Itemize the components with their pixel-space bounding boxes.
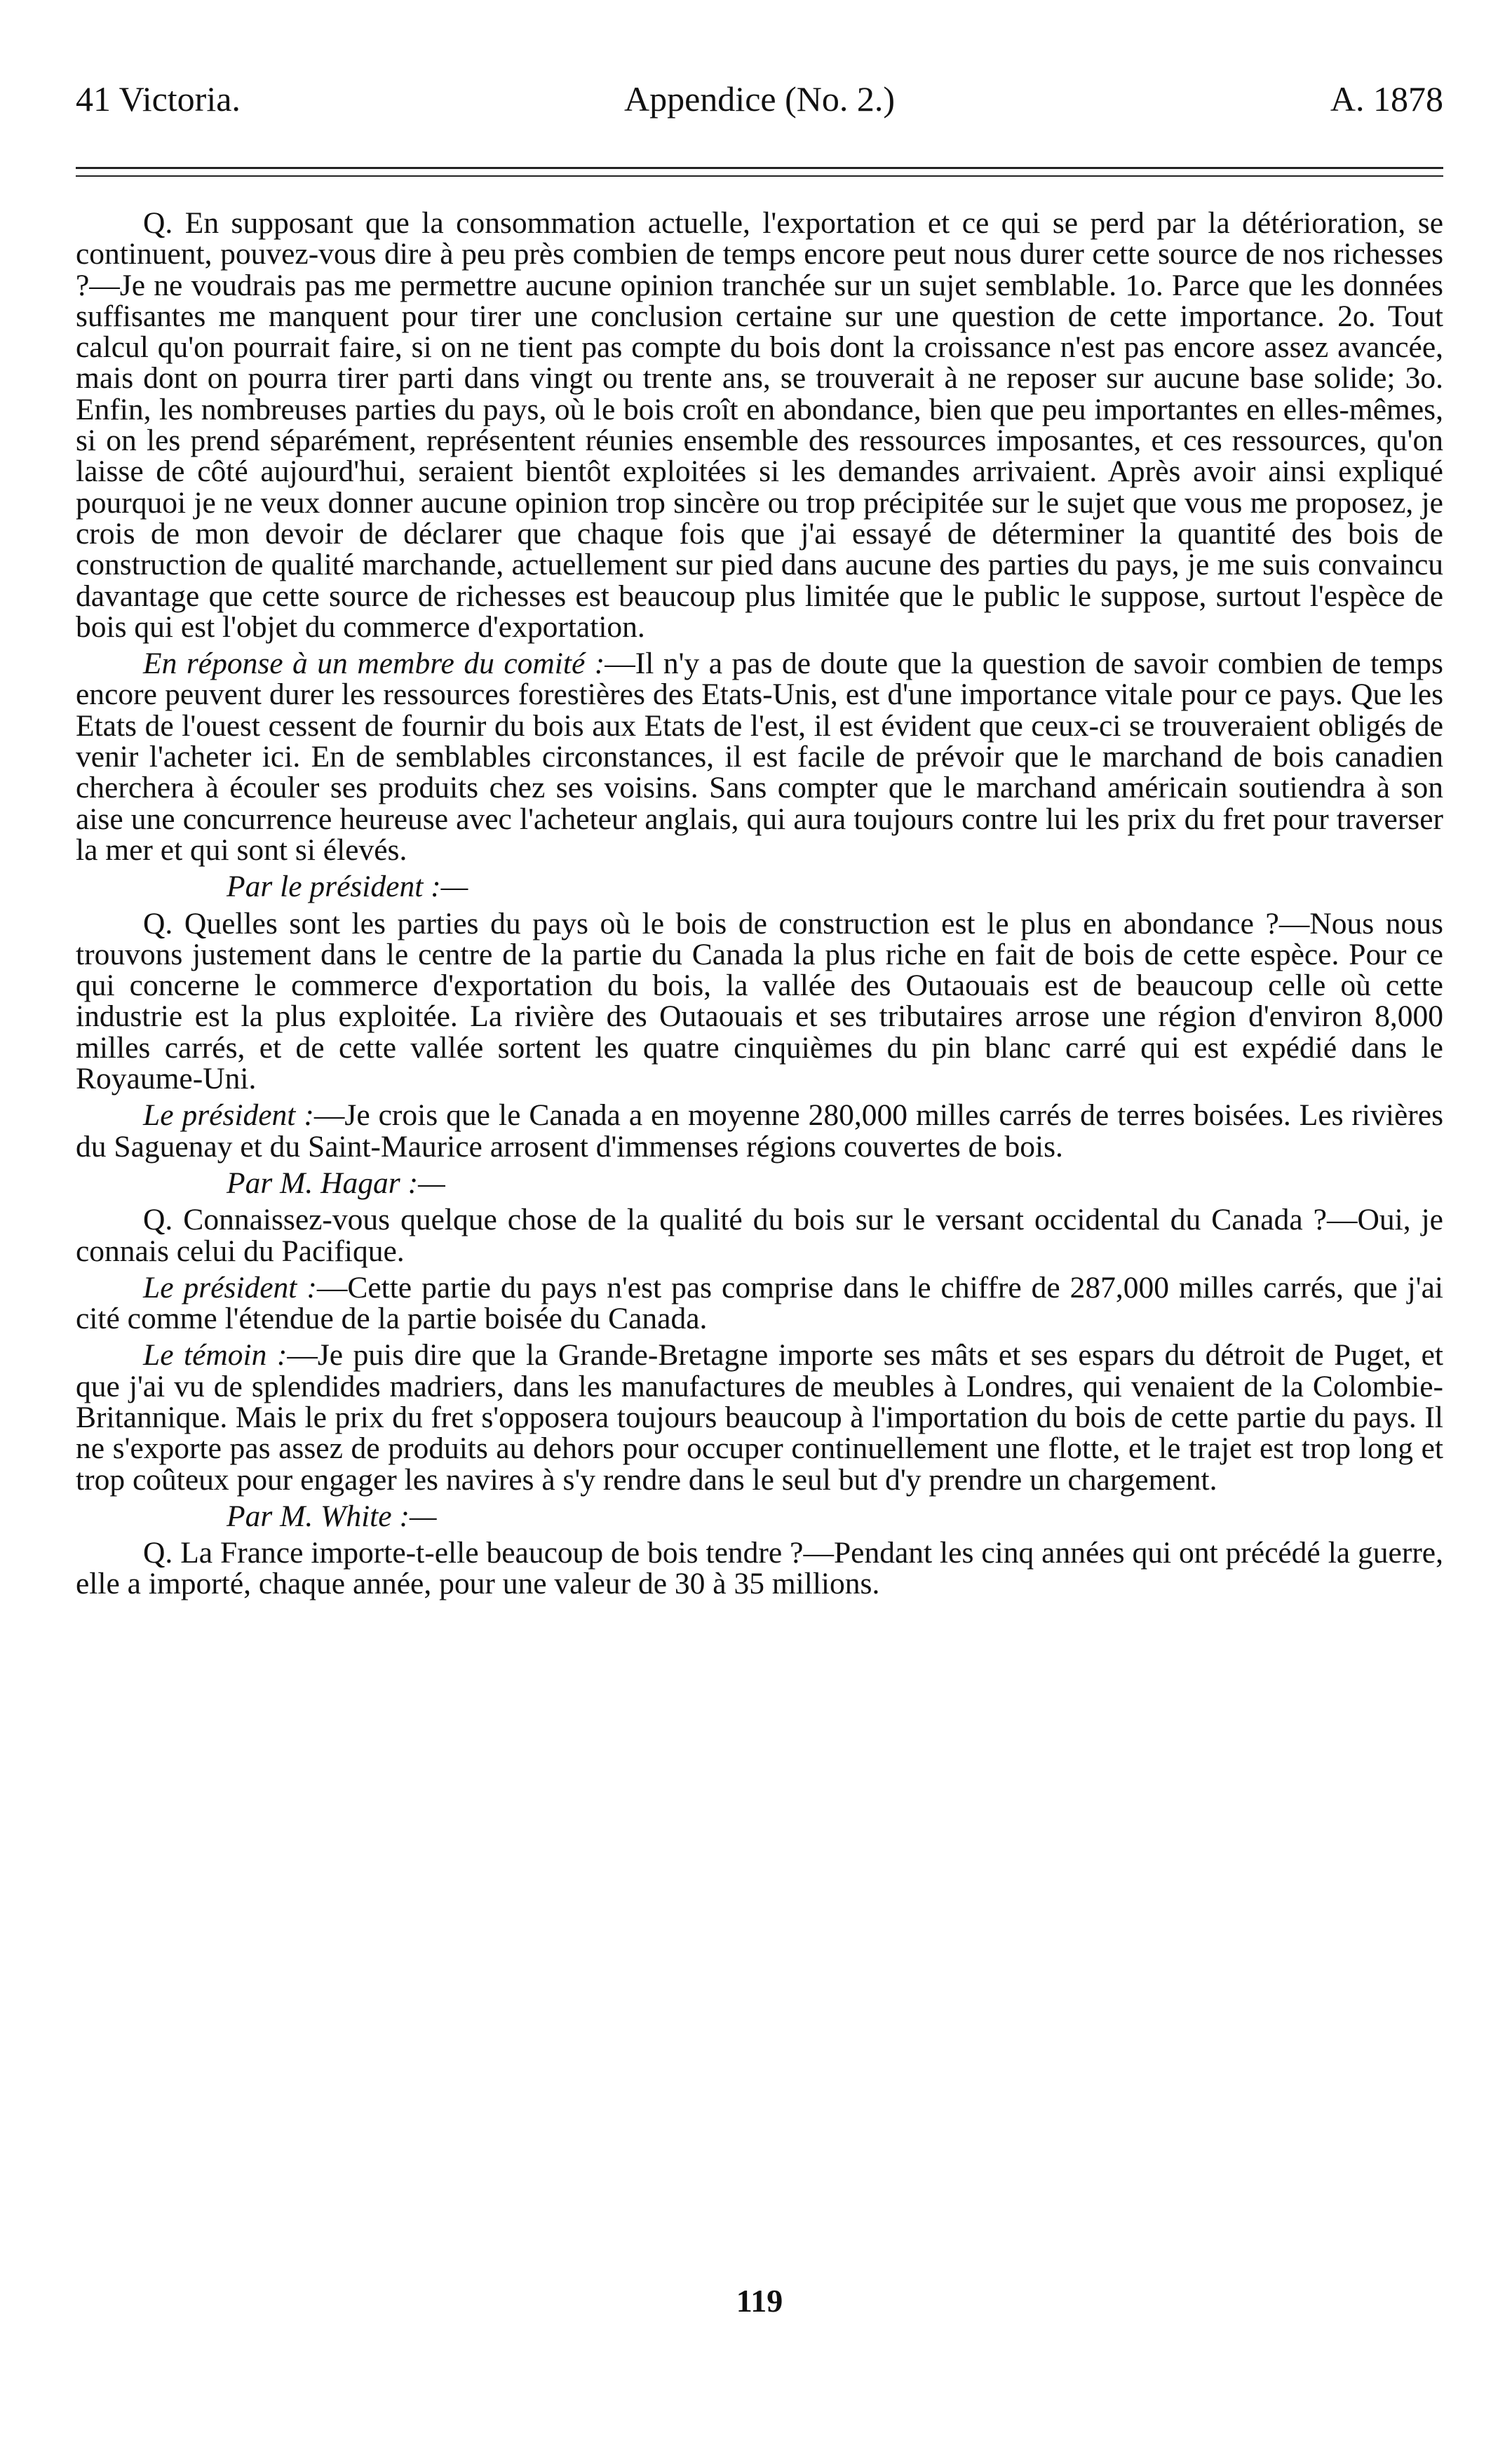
header-year: A. 1878 [1330,79,1443,119]
speaker-label: Le témoin : [143,1338,288,1373]
page-number: 119 [736,2283,783,2319]
running-header [76,79,1443,128]
paragraph-president-1 [76,1100,1443,1162]
paragraph-q-exportation [76,208,1443,642]
paragraph-q-france [76,1537,1443,1600]
header-rule-thin [76,175,1443,177]
paragraph-president-2 [76,1272,1443,1335]
speaker-label: Le président : [143,1098,314,1133]
paragraph-q-abondance [76,908,1443,1095]
paragraph-q-versant [76,1204,1443,1267]
paragraph-text: —Il n'y a pas de doute que la question de savoir combien de temps encore peuvent durer les ressources forestières des Etats-Unis, est d'une importance vitale pour ce pays. Que les Etats de l'ouest cessent de fournir du bois aux Etats de l'est, il est évident que ceux-ci se trouveraient obligés de venir l'acheter ici. En de semblables circonstances, il est facile de prévoir que le marchand de bois canadien cherchera à écouler ses produits chez ses voisins. Sans compter que le marchand américain soutiendra à son aise une concurrence heureuse avec l'acheteur anglais, qui aura toujours contre lui les prix du fret pour traverser la mer et qui sont si élevés. [76,647,1443,867]
speaker-label: Le président : [143,1270,317,1305]
paragraph-text: Q. La France importe-t-elle beaucoup de bois tendre ?—Pendant les cinq années qui ont précédé la guerre, elle a importé, chaque année, pour une valeur de 30 à 35 millions. [76,1536,1443,1601]
section-heading-president: Par le président :— [227,870,468,904]
section-heading-hagar: Par M. Hagar :— [227,1166,445,1200]
paragraph-text: Q. En supposant que la consommation actuelle, l'exportation et ce qui se perd par la détérioration, se continuent, pouvez-vous dire à peu près combien de temps encore peut nous durer cette source de nos richesses ?—Je ne voudrais pas me permettre aucune opinion tranchée sur un sujet semblable. 1o. Parce que les données suffisantes me manquent pour tirer une conclusion certaine sur une question de cette importance. 2o. Tout calcul qu'on pourrait faire, si on ne tient pas compte du bois dont la croissance n'est pas encore assez avancée, mais dont on pourra tirer parti dans vingt ou trente ans, se trouverait à ne reposer sur aucune base solide; 3o. Enfin, les nombreuses parties du pays, où le bois croît en abondance, bien que peu importantes en elles-mêmes, si on les prend séparément, représentent réunies ensemble des ressources imposantes, et ces ressources, qu'on laisse de côté aujourd'hui, seraient bientôt exploitées si les demandes arrivaient. Après avoir ainsi expliqué pourquoi je ne veux donner aucune opinion trop sincère ou trop précipitée sur le sujet que vous me proposez, je crois de mon devoir de déclarer que chaque fois que j'ai essayé de déterminer la quantité des bois de construction de qualité marchande, actuellement sur pied dans aucune des parties du pays, je me suis convaincu davantage que cette source de richesses est beaucoup plus limitée que le public le suppose, surtout l'espèce de bois qui est l'objet du commerce d'exportation. [76,206,1443,644]
paragraph-temoin [76,1340,1443,1495]
header-appendix: Appendice (No. 2.) [624,79,895,119]
paragraph-reponse-membre [76,648,1443,865]
header-rule-thick [76,167,1443,169]
paragraph-text: —Cette partie du pays n'est pas comprise dans le chiffre de 287,000 milles carrés, que j'ai cité comme l'étendue de la partie boisée du Canada. [76,1270,1443,1336]
document-page [76,0,1443,2447]
header-session: 41 Victoria. [76,79,241,119]
paragraph-text: Q. Connaissez-vous quelque chose de la qualité du bois sur le versant occidental du Canada ?—Oui, je connais celui du Pacifique. [76,1203,1443,1268]
paragraph-text: Q. Quelles sont les parties du pays où le bois de construction est le plus en abondance ?—Nous nous trouvons justement dans le centre de la partie du Canada la plus riche en fait de bois de cette espèce. Pour ce qui concerne le commerce d'exportation du bois, la vallée des Outaouais est de beaucoup celle où cette industrie est la plus exploitée. La rivière des Outaouais et ses tributaires arrose une région d'environ 8,000 milles carrés, et de cette vallée sortent les quatre cinquièmes du pin blanc carré qui est expédié dans le Royaume-Uni. [76,906,1443,1096]
speaker-label: En réponse à un membre du comité : [143,647,605,681]
paragraph-text: —Je crois que le Canada a en moyenne 280,000 milles carrés de terres boisées. Les rivières du Saguenay et du Saint-Maurice arrosent d'immenses régions couvertes de bois. [76,1098,1443,1164]
section-heading-white: Par M. White :— [227,1499,437,1533]
paragraph-text: —Je puis dire que la Grande-Bretagne importe ses mâts et ses espars du détroit de Puget, et que j'ai vu de splendides madriers, dans les manufactures de meubles à Londres, qui venaient de la Colombie-Britannique. Mais le prix du fret s'opposera toujours beaucoup à l'importation du bois de cette partie du pays. Il ne s'exporte pas assez de produits au dehors pour occuper continuellement une flotte, et le trajet est trop long et trop coûteux pour engager les navires à s'y rendre dans le seul but d'y prendre un chargement. [76,1338,1443,1497]
body-text [76,208,1443,1605]
